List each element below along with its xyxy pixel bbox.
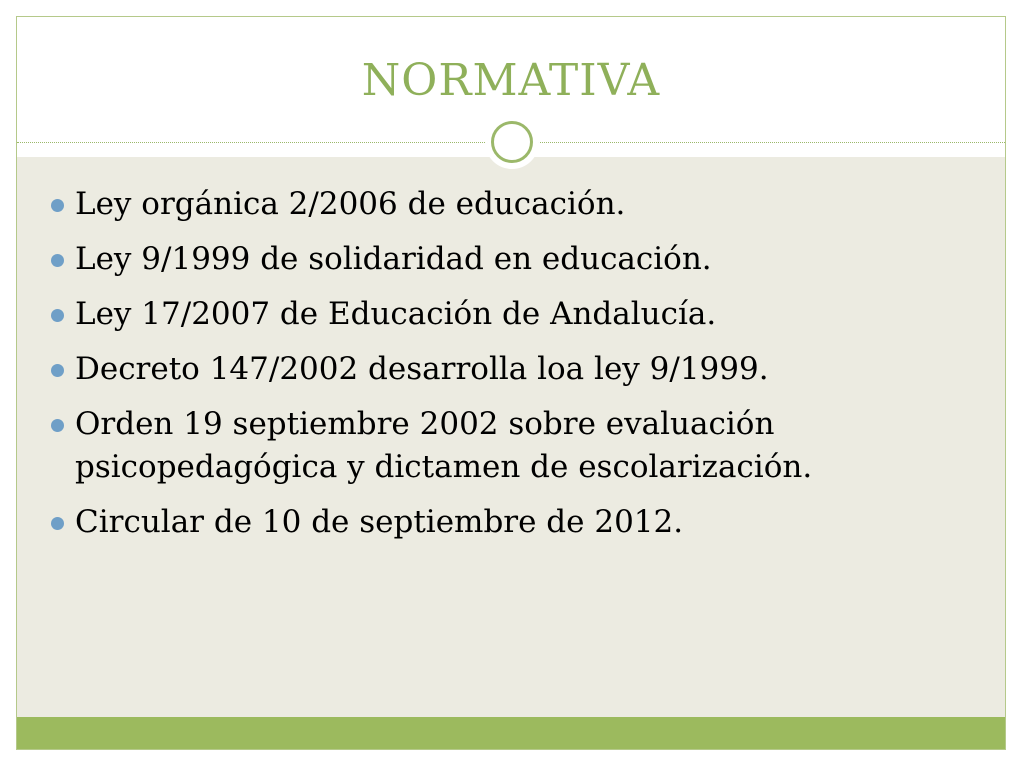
list-item [51, 238, 971, 281]
round-bullet-icon [51, 517, 64, 530]
round-bullet-icon [51, 419, 64, 432]
list-item-text: Ley 17/2007 de Educación de Andalucía. [75, 296, 717, 332]
circle-ring-icon [485, 115, 539, 169]
list-item-text: Orden 19 septiembre 2002 sobre evaluación psicopedagógica y dictamen de escolarización. [75, 406, 813, 485]
round-bullet-icon [51, 364, 64, 377]
list-item [51, 293, 971, 336]
round-bullet-icon [51, 254, 64, 267]
list-item [51, 183, 971, 226]
list-item-text: Circular de 10 de septiembre de 2012. [75, 504, 684, 540]
list-item [51, 501, 971, 544]
list-item-text: Decreto 147/2002 desarrolla loa ley 9/1999. [75, 351, 769, 387]
list-item [51, 348, 971, 391]
round-bullet-icon [51, 309, 64, 322]
list-item [51, 403, 971, 489]
bullet-list [51, 183, 971, 556]
round-bullet-icon [51, 199, 64, 212]
list-item-text: Ley 9/1999 de solidaridad en educación. [75, 241, 712, 277]
slide-frame [16, 16, 1006, 750]
list-item-text: Ley orgánica 2/2006 de educación. [75, 186, 626, 222]
slide-title: NORMATIVA [361, 55, 661, 106]
bottom-accent-bar [17, 717, 1005, 750]
circle-ring-inner [491, 121, 533, 163]
